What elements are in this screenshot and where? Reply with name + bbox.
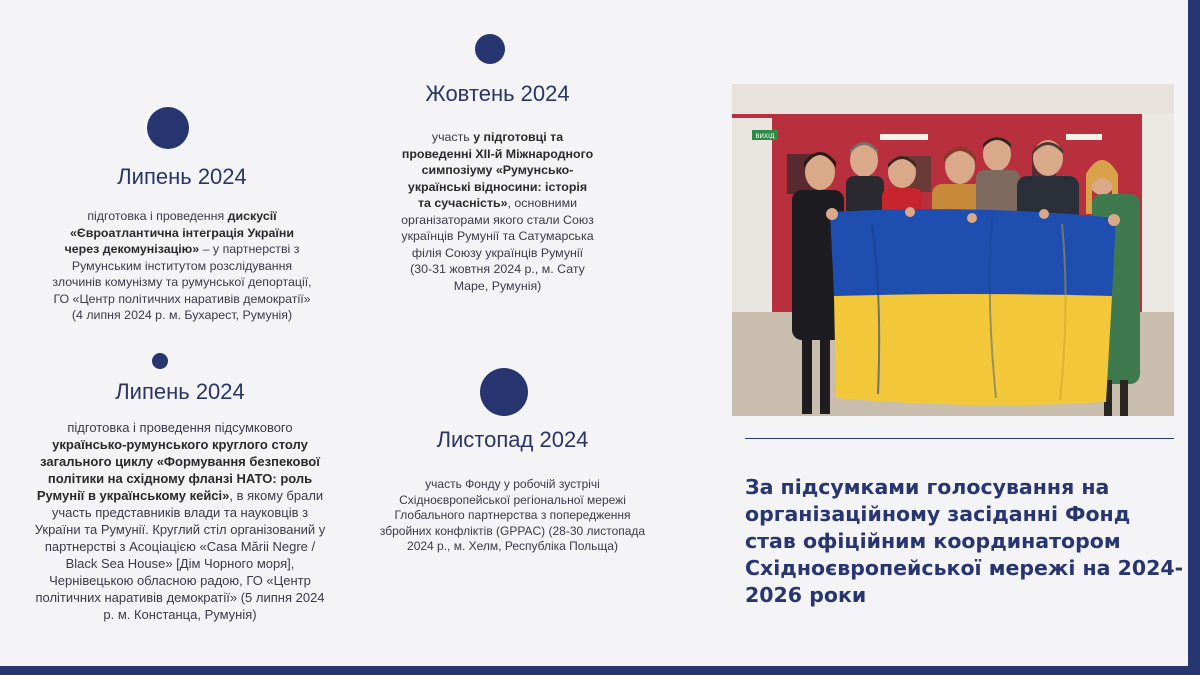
event-heading: Жовтень 2024 xyxy=(425,81,570,106)
timeline-dot-october xyxy=(475,34,505,64)
timeline-dot-july-discussion xyxy=(147,107,189,149)
timeline-dot-july-roundtable xyxy=(152,353,168,369)
bottom-accent-bar xyxy=(0,666,1200,675)
event-november xyxy=(375,427,650,555)
event-october xyxy=(400,81,595,294)
summary-divider xyxy=(745,438,1174,439)
group-photo-with-flag xyxy=(732,84,1174,416)
event-july-discussion xyxy=(52,164,312,324)
event-description: підготовка і проведення дискусії «Євроатлантична інтеграція України через декомунізацію» – у партнерстві з Румунським інститутом розслідування злочинів комунізму та румунської депортації, ГО «Центр політичних наративів демократії» (4 липня 2024 р. м. Бухарест, Румунія) xyxy=(52,209,312,322)
event-description: участь у підготовці та проведенні XII-й Міжнародного симпозіуму «Румунсько-українські відносини: історія та сучасність», основними організаторами якого стали Союз українців Румунії та Сатумарська філія Союзу українців Румунії (30-31 жовтня 2024 р., м. Сату Маре, Румунія) xyxy=(401,130,594,293)
event-heading: Листопад 2024 xyxy=(436,427,589,452)
summary-statement: За підсумками голосування на організаційному засіданні Фонд став офіційним координатором Східноєвропейської мережі на 2024-2026 роки xyxy=(745,475,1184,607)
exit-sign-text: ВИХІД xyxy=(755,133,775,140)
event-description: підготовка і проведення підсумкового українсько-румунського круглого столу загального циклу «Формування безпекової політики на східному фланзі НАТО: роль Румунії в українському кейсі», в якому брали участь представників влади та науковців з України та Румунії. Круглий стіл організований у партнерстві з Асоціацією «Casa Mării Negre / Black Sea House» [Дім Чорного моря], Чернівецькою обласною радою, ГО «Центр політичних наративів демократії» (5 липня 2024 р. м. Констанца, Румунія) xyxy=(34,420,326,622)
event-july-roundtable xyxy=(30,379,330,623)
event-heading: Липень 2024 xyxy=(115,379,245,404)
event-heading: Липень 2024 xyxy=(117,164,247,189)
timeline-dot-november xyxy=(480,368,528,416)
right-accent-bar xyxy=(1188,0,1200,675)
event-description: участь Фонду у робочій зустрічі Східноєвропейської регіональної мережі Глобального партнерства з попередження збройних конфліктів (GPPAC) (28-30 листопада 2024 р., м. Хелм, Республіка Польща) xyxy=(379,477,646,553)
